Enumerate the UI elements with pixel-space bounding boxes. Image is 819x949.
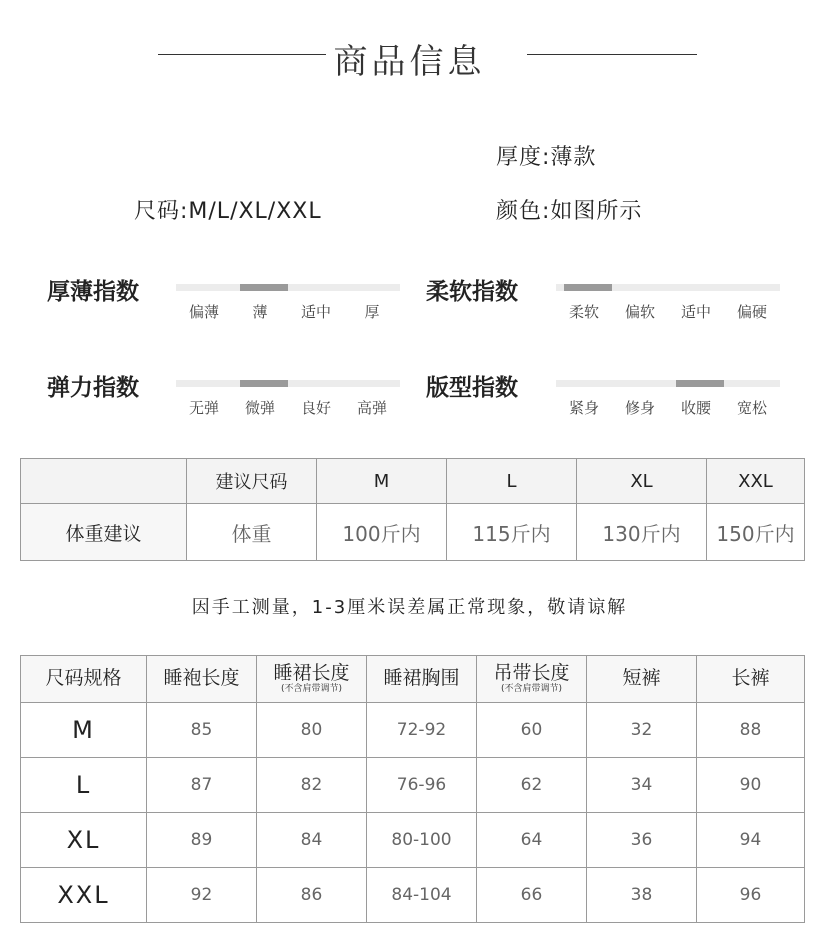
table-header-cell: XL xyxy=(577,459,707,504)
table-cell: 85 xyxy=(147,703,257,758)
index-label-fit: 版型指数 xyxy=(426,375,518,401)
table-header-cell xyxy=(147,656,257,703)
header-sublabel: (不含肩带调节) xyxy=(500,683,563,694)
table-row xyxy=(21,813,805,868)
scale-option: 无弹 xyxy=(188,399,219,417)
table-cell: 94 xyxy=(697,813,805,868)
table-cell: 88 xyxy=(697,703,805,758)
table-row xyxy=(21,758,805,813)
table-row xyxy=(21,868,805,923)
table-cell: 80 xyxy=(257,703,367,758)
header-label: 吊带长度 xyxy=(493,661,570,684)
table-header-cell: M xyxy=(317,459,447,504)
index-label-elasticity: 弹力指数 xyxy=(47,375,139,401)
header-label: 睡裙胸围 xyxy=(383,667,460,690)
scale-option: 紧身 xyxy=(568,399,599,417)
attribute-thickness: 厚度:薄款 xyxy=(496,145,597,170)
scale-option: 适中 xyxy=(300,303,331,321)
table-header-cell xyxy=(477,656,587,703)
attribute-size: 尺码:M/L/XL/XXL xyxy=(134,199,322,224)
table-cell: 150斤内 xyxy=(707,504,805,561)
table-row-header: 体重建议 xyxy=(21,504,187,561)
size-cell: L xyxy=(21,758,147,813)
scale-option: 良好 xyxy=(300,399,331,417)
table-row xyxy=(21,504,805,561)
table-cell: 92 xyxy=(147,868,257,923)
table-cell: 115斤内 xyxy=(447,504,577,561)
size-cell: M xyxy=(21,703,147,758)
table-cell: 84 xyxy=(257,813,367,868)
table-cell: 130斤内 xyxy=(577,504,707,561)
table-cell: 38 xyxy=(587,868,697,923)
scale-option: 宽松 xyxy=(736,399,767,417)
header-sublabel: (不含肩带调节) xyxy=(280,683,343,694)
header-label: 尺码规格 xyxy=(45,667,122,690)
table-cell: 体重 xyxy=(187,504,317,561)
scale-track xyxy=(176,380,400,387)
size-cell: XXL xyxy=(21,868,147,923)
attribute-color: 颜色:如图所示 xyxy=(496,199,643,224)
scale-option: 收腰 xyxy=(680,399,711,417)
table-cell: 86 xyxy=(257,868,367,923)
table-header-cell xyxy=(257,656,367,703)
title-right-line xyxy=(527,54,697,55)
table-cell: 84-104 xyxy=(367,868,477,923)
index-label-thickness: 厚薄指数 xyxy=(47,279,139,305)
title-section xyxy=(0,30,819,80)
table-header-cell: XXL xyxy=(707,459,805,504)
table-cell: 62 xyxy=(477,758,587,813)
measurement-note: 因手工测量，1-3厘米误差属正常现象，敬请谅解 xyxy=(191,597,628,618)
header-label: 睡裙长度 xyxy=(273,661,350,684)
table-header-row xyxy=(21,459,805,504)
scale-option: 薄 xyxy=(252,303,268,321)
size-table xyxy=(20,655,805,923)
table-header-cell xyxy=(587,656,697,703)
table-header-cell xyxy=(21,459,187,504)
scale-option: 修身 xyxy=(624,399,655,417)
scale-selected-mark xyxy=(676,380,724,387)
scale-track xyxy=(176,284,400,291)
page-title: 商品信息 xyxy=(333,42,486,82)
table-cell: 96 xyxy=(697,868,805,923)
table-header-cell: 建议尺码 xyxy=(187,459,317,504)
table-header-row xyxy=(21,656,805,703)
index-label-softness: 柔软指数 xyxy=(426,279,518,305)
table-cell: 82 xyxy=(257,758,367,813)
scale-track xyxy=(556,380,780,387)
scale-option: 偏硬 xyxy=(736,303,767,321)
scale-option: 偏软 xyxy=(624,303,655,321)
scale-selected-mark xyxy=(240,380,288,387)
table-cell: 32 xyxy=(587,703,697,758)
table-cell: 64 xyxy=(477,813,587,868)
table-header-cell: L xyxy=(447,459,577,504)
table-cell: 100斤内 xyxy=(317,504,447,561)
table-cell: 76-96 xyxy=(367,758,477,813)
table-cell: 34 xyxy=(587,758,697,813)
table-cell: 80-100 xyxy=(367,813,477,868)
scale-option: 偏薄 xyxy=(188,303,219,321)
scale-selected-mark xyxy=(240,284,288,291)
scale-option: 柔软 xyxy=(568,303,599,321)
weight-table xyxy=(20,458,805,561)
table-cell: 87 xyxy=(147,758,257,813)
table-cell: 72-92 xyxy=(367,703,477,758)
table-row xyxy=(21,703,805,758)
table-header-cell xyxy=(697,656,805,703)
table-header-cell xyxy=(367,656,477,703)
scale-selected-mark xyxy=(564,284,612,291)
scale-option: 厚 xyxy=(364,303,380,321)
scale-option: 高弹 xyxy=(356,399,387,417)
scale-option: 适中 xyxy=(680,303,711,321)
table-cell: 36 xyxy=(587,813,697,868)
table-cell: 89 xyxy=(147,813,257,868)
header-label: 长裤 xyxy=(731,667,770,690)
table-cell: 60 xyxy=(477,703,587,758)
table-header-cell xyxy=(21,656,147,703)
scale-option: 微弹 xyxy=(244,399,275,417)
header-label: 短裤 xyxy=(622,667,661,690)
size-cell: XL xyxy=(21,813,147,868)
table-cell: 66 xyxy=(477,868,587,923)
header-label: 睡袍长度 xyxy=(163,667,240,690)
table-cell: 90 xyxy=(697,758,805,813)
